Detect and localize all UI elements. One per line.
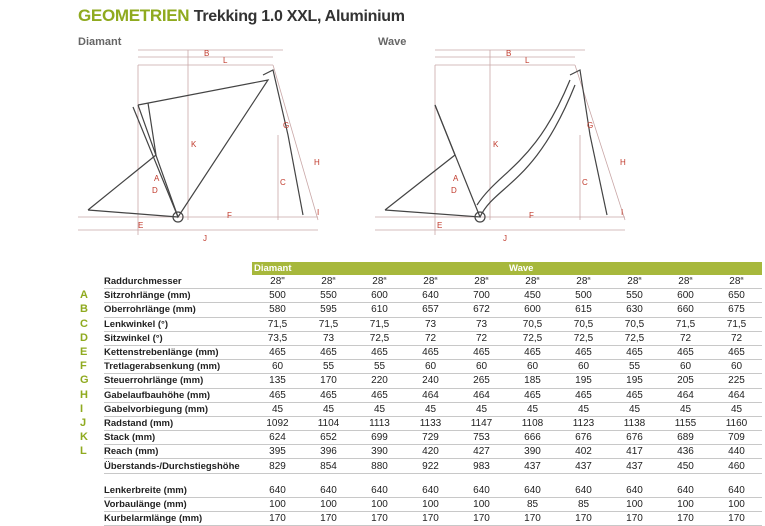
row-value: 170 <box>558 512 609 526</box>
diamant-letter-G: G <box>283 121 290 130</box>
row-value: 225 <box>711 374 762 388</box>
group-header-row <box>80 262 762 275</box>
row-letter: I <box>80 402 84 415</box>
row-value: 640 <box>354 484 405 498</box>
row-value: 640 <box>252 484 303 498</box>
diamant-letter-D: D <box>152 186 158 195</box>
row-label: Kettenstrebenlänge (mm) <box>104 345 252 359</box>
row-label: Sitzrohrlänge (mm) <box>104 289 252 303</box>
table-row <box>80 431 762 445</box>
row-value: 689 <box>660 431 711 445</box>
group-wave: Wave <box>507 262 762 275</box>
row-value: 595 <box>303 303 354 317</box>
row-value: 45 <box>252 402 303 416</box>
row-value: 460 <box>711 459 762 473</box>
row-value: 983 <box>456 459 507 473</box>
table-row <box>80 459 762 473</box>
row-value: 72,5 <box>558 331 609 345</box>
group-diamant: Diamant <box>252 262 507 275</box>
row-value: 464 <box>660 388 711 402</box>
row-value: 729 <box>405 431 456 445</box>
row-letter: D <box>80 331 88 344</box>
row-value: 70,5 <box>507 317 558 331</box>
row-value: 753 <box>456 431 507 445</box>
wheel-row <box>80 275 762 289</box>
wheel-size-cell: 28“ <box>354 275 405 289</box>
row-value: 60 <box>252 360 303 374</box>
row-value: 170 <box>354 512 405 526</box>
wheel-size-cell: 28“ <box>609 275 660 289</box>
row-value: 465 <box>303 345 354 359</box>
table-row <box>80 345 762 359</box>
wave-letter-H: H <box>620 158 626 167</box>
row-value: 600 <box>660 289 711 303</box>
row-value: 465 <box>711 345 762 359</box>
diamant-letter-J: J <box>203 234 207 243</box>
diamant-letter-A: A <box>154 174 160 183</box>
row-value: 205 <box>660 374 711 388</box>
row-value: 170 <box>456 512 507 526</box>
row-value: 1160 <box>711 416 762 430</box>
table-row <box>80 388 762 402</box>
row-value: 45 <box>456 402 507 416</box>
row-value: 464 <box>711 388 762 402</box>
row-value: 72 <box>456 331 507 345</box>
row-value: 465 <box>609 388 660 402</box>
row-value: 85 <box>507 497 558 511</box>
row-value: 55 <box>354 360 405 374</box>
diamant-letter-H: H <box>314 158 320 167</box>
row-value: 640 <box>405 289 456 303</box>
row-value: 640 <box>711 484 762 498</box>
row-value: 437 <box>507 459 558 473</box>
table-row <box>80 512 762 526</box>
wave-label: Wave <box>378 36 407 48</box>
row-value: 465 <box>507 345 558 359</box>
row-value: 396 <box>303 445 354 459</box>
row-value: 100 <box>456 497 507 511</box>
row-value: 600 <box>507 303 558 317</box>
row-value: 880 <box>354 459 405 473</box>
row-value: 71,5 <box>252 317 303 331</box>
row-value: 100 <box>303 497 354 511</box>
wheel-size-cell: 28“ <box>558 275 609 289</box>
row-value: 1155 <box>660 416 711 430</box>
row-value: 652 <box>303 431 354 445</box>
row-value: 420 <box>405 445 456 459</box>
row-value: 699 <box>354 431 405 445</box>
row-value: 465 <box>252 388 303 402</box>
row-value: 60 <box>660 360 711 374</box>
row-value: 464 <box>405 388 456 402</box>
row-label: Lenkwinkel (°) <box>104 317 252 331</box>
row-label: Steuerrohrlänge (mm) <box>104 374 252 388</box>
table-row <box>80 289 762 303</box>
wave-letter-E: E <box>437 221 443 230</box>
row-value: 500 <box>558 289 609 303</box>
row-letter: G <box>80 374 89 387</box>
row-value: 1104 <box>303 416 354 430</box>
row-value: 100 <box>354 497 405 511</box>
row-label: Oberrohrlänge (mm) <box>104 303 252 317</box>
row-value: 170 <box>609 512 660 526</box>
row-value: 170 <box>405 512 456 526</box>
row-value: 265 <box>456 374 507 388</box>
row-value: 100 <box>609 497 660 511</box>
title-model: Trekking 1.0 XXL, Aluminium <box>193 8 405 25</box>
row-value: 829 <box>252 459 303 473</box>
row-value: 402 <box>558 445 609 459</box>
table-row <box>80 331 762 345</box>
row-value: 640 <box>303 484 354 498</box>
row-value: 660 <box>660 303 711 317</box>
row-value: 465 <box>609 345 660 359</box>
row-value: 45 <box>303 402 354 416</box>
table-row <box>80 484 762 498</box>
row-label: Tretlagerabsenkung (mm) <box>104 360 252 374</box>
row-value: 672 <box>456 303 507 317</box>
row-value: 70,5 <box>609 317 660 331</box>
row-value: 170 <box>711 512 762 526</box>
row-label: Stack (mm) <box>104 431 252 445</box>
row-value: 624 <box>252 431 303 445</box>
row-value: 45 <box>660 402 711 416</box>
row-value: 676 <box>558 431 609 445</box>
row-value: 465 <box>252 345 303 359</box>
row-value: 100 <box>711 497 762 511</box>
row-value: 60 <box>405 360 456 374</box>
row-value: 640 <box>456 484 507 498</box>
row-value: 440 <box>711 445 762 459</box>
wave-frame-diagram <box>375 45 645 250</box>
row-value: 45 <box>558 402 609 416</box>
row-value: 72 <box>711 331 762 345</box>
wave-letter-J: J <box>503 234 507 243</box>
row-letter: F <box>80 360 87 373</box>
row-letter <box>80 459 104 473</box>
row-value: 854 <box>303 459 354 473</box>
table-row <box>80 402 762 416</box>
row-value: 465 <box>660 345 711 359</box>
wave-letter-B: B <box>506 49 512 58</box>
row-value: 464 <box>456 388 507 402</box>
row-value: 1123 <box>558 416 609 430</box>
row-value: 100 <box>405 497 456 511</box>
table-row <box>80 374 762 388</box>
table-row <box>80 317 762 331</box>
row-value: 450 <box>507 289 558 303</box>
row-value: 676 <box>609 431 660 445</box>
row-value: 450 <box>660 459 711 473</box>
row-value: 100 <box>252 497 303 511</box>
row-value: 1113 <box>354 416 405 430</box>
row-label: Gabelaufbauhöhe (mm) <box>104 388 252 402</box>
row-value: 45 <box>609 402 660 416</box>
row-value: 71,5 <box>303 317 354 331</box>
title-geometrien: GEOMETRIEN <box>78 6 190 25</box>
row-value: 60 <box>507 360 558 374</box>
row-value: 640 <box>507 484 558 498</box>
row-value: 45 <box>354 402 405 416</box>
row-value: 465 <box>558 345 609 359</box>
spacer-row <box>80 473 762 484</box>
diamant-letter-F: F <box>227 211 232 220</box>
wheel-size-cell: 28" <box>252 275 303 289</box>
row-value: 465 <box>405 345 456 359</box>
row-value: 170 <box>507 512 558 526</box>
row-value: 650 <box>711 289 762 303</box>
row-value: 1092 <box>252 416 303 430</box>
row-value: 550 <box>609 289 660 303</box>
wave-letter-G: G <box>587 121 594 130</box>
row-value: 417 <box>609 445 660 459</box>
row-letter: C <box>80 317 88 330</box>
row-label: Reach (mm) <box>104 445 252 459</box>
row-value: 436 <box>660 445 711 459</box>
row-value: 170 <box>252 512 303 526</box>
row-value: 675 <box>711 303 762 317</box>
diamant-letter-B: B <box>204 49 210 58</box>
row-value: 437 <box>558 459 609 473</box>
geometry-table <box>80 262 762 526</box>
row-letter: L <box>80 445 87 458</box>
row-value: 709 <box>711 431 762 445</box>
row-value: 60 <box>558 360 609 374</box>
row-value: 390 <box>507 445 558 459</box>
table-row <box>80 445 762 459</box>
row-label: Vorbaulänge (mm) <box>104 497 252 511</box>
row-value: 73 <box>456 317 507 331</box>
row-value: 1108 <box>507 416 558 430</box>
row-letter: J <box>80 416 87 429</box>
row-value: 45 <box>507 402 558 416</box>
row-value: 465 <box>354 345 405 359</box>
row-value: 71,5 <box>711 317 762 331</box>
row-value: 395 <box>252 445 303 459</box>
wheel-size-cell: 28“ <box>303 275 354 289</box>
row-value: 85 <box>558 497 609 511</box>
diamant-frame-diagram <box>78 45 343 250</box>
row-letter: H <box>80 388 88 401</box>
table-row <box>80 497 762 511</box>
row-label: Lenkerbreite (mm) <box>104 484 252 498</box>
row-value: 630 <box>609 303 660 317</box>
row-value: 390 <box>354 445 405 459</box>
row-value: 922 <box>405 459 456 473</box>
wheel-size-cell: 28“ <box>507 275 558 289</box>
row-value: 610 <box>354 303 405 317</box>
diamant-letter-C: C <box>280 178 286 187</box>
row-letter: E <box>80 346 88 359</box>
row-value: 600 <box>354 289 405 303</box>
row-value: 195 <box>558 374 609 388</box>
row-value: 640 <box>609 484 660 498</box>
diamant-label: Diamant <box>78 36 122 48</box>
header-label: Raddurchmesser <box>104 275 252 289</box>
row-value: 580 <box>252 303 303 317</box>
row-value: 72,5 <box>354 331 405 345</box>
row-value: 195 <box>609 374 660 388</box>
wave-letter-L: L <box>525 56 530 65</box>
row-value: 72,5 <box>507 331 558 345</box>
row-value: 640 <box>660 484 711 498</box>
row-letter: K <box>80 431 88 444</box>
row-value: 437 <box>609 459 660 473</box>
row-value: 73 <box>405 317 456 331</box>
row-value: 700 <box>456 289 507 303</box>
row-letter: B <box>80 303 88 316</box>
row-value: 1147 <box>456 416 507 430</box>
row-value: 73 <box>303 331 354 345</box>
wheel-size-cell: 28“ <box>711 275 762 289</box>
page-title <box>78 6 405 26</box>
row-letter <box>80 497 104 511</box>
row-value: 220 <box>354 374 405 388</box>
row-value: 100 <box>660 497 711 511</box>
row-value: 72,5 <box>609 331 660 345</box>
row-value: 615 <box>558 303 609 317</box>
row-value: 240 <box>405 374 456 388</box>
row-letter: A <box>80 289 88 302</box>
wave-letter-C: C <box>582 178 588 187</box>
wave-letter-I: I <box>621 208 624 217</box>
row-value: 71,5 <box>660 317 711 331</box>
diamant-letter-I: I <box>317 208 320 217</box>
diamant-letter-L: L <box>223 56 228 65</box>
row-value: 170 <box>303 512 354 526</box>
row-value: 640 <box>558 484 609 498</box>
row-value: 465 <box>558 388 609 402</box>
row-value: 666 <box>507 431 558 445</box>
row-value: 640 <box>405 484 456 498</box>
row-value: 550 <box>303 289 354 303</box>
row-value: 170 <box>303 374 354 388</box>
row-value: 427 <box>456 445 507 459</box>
row-value: 55 <box>609 360 660 374</box>
row-value: 71,5 <box>354 317 405 331</box>
row-value: 60 <box>456 360 507 374</box>
row-value: 1138 <box>609 416 660 430</box>
row-value: 465 <box>456 345 507 359</box>
row-letter <box>80 484 104 498</box>
row-value: 72 <box>405 331 456 345</box>
row-label: Überstands-/Durchstiegshöhe <box>104 459 252 473</box>
row-value: 465 <box>507 388 558 402</box>
row-value: 500 <box>252 289 303 303</box>
row-value: 45 <box>405 402 456 416</box>
row-value: 170 <box>660 512 711 526</box>
row-value: 73,5 <box>252 331 303 345</box>
wheel-size-cell: 28“ <box>660 275 711 289</box>
wheel-size-cell: 28“ <box>405 275 456 289</box>
row-value: 70,5 <box>558 317 609 331</box>
table-row <box>80 303 762 317</box>
row-value: 60 <box>711 360 762 374</box>
row-value: 55 <box>303 360 354 374</box>
wave-letter-D: D <box>451 186 457 195</box>
wave-letter-F: F <box>529 211 534 220</box>
row-value: 465 <box>303 388 354 402</box>
row-label: Sitzwinkel (°) <box>104 331 252 345</box>
row-value: 72 <box>660 331 711 345</box>
row-value: 45 <box>711 402 762 416</box>
row-label: Radstand (mm) <box>104 416 252 430</box>
wheel-size-cell: 28“ <box>456 275 507 289</box>
wave-letter-K: K <box>493 140 499 149</box>
row-value: 185 <box>507 374 558 388</box>
row-value: 657 <box>405 303 456 317</box>
wave-letter-A: A <box>453 174 459 183</box>
row-value: 135 <box>252 374 303 388</box>
diamant-letter-K: K <box>191 140 197 149</box>
row-value: 1133 <box>405 416 456 430</box>
row-label: Kurbelarmlänge (mm) <box>104 512 252 526</box>
row-label: Gabelvorbiegung (mm) <box>104 402 252 416</box>
diamant-letter-E: E <box>138 221 144 230</box>
table-row <box>80 416 762 430</box>
row-letter <box>80 512 104 526</box>
row-value: 465 <box>354 388 405 402</box>
table-row <box>80 360 762 374</box>
